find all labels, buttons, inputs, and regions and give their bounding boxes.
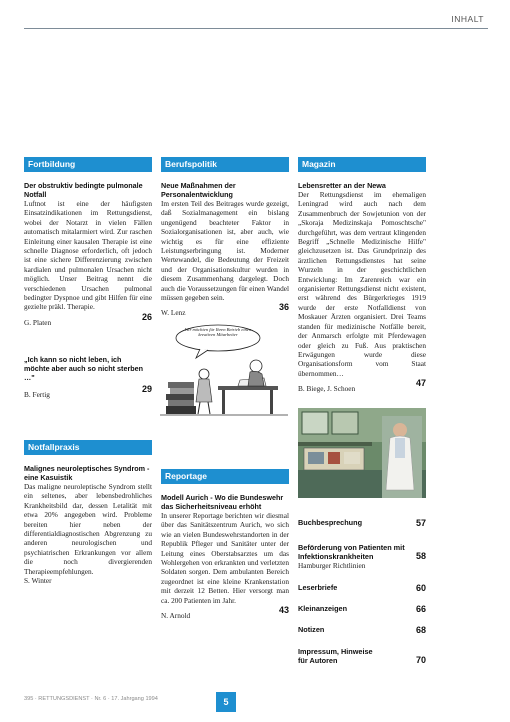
article-page: 29 (141, 384, 152, 394)
toc-title: Leserbriefe (298, 583, 338, 592)
article-page: 36 (278, 302, 289, 313)
article-page: 26 (141, 311, 152, 322)
toc-item[interactable] (298, 518, 426, 527)
article-text: In unserer Reportage berichten wir diesmal über das Sanitätszentrum Aurich, wo sich wie an vielen Bundeswehrstandorten in der Republik Pfleger und Sanitäter unter der Leitung eines Oberstabsarztes um das Wohlergehen von erkrankten und verletzten Soldaten sorgen. Dem ambulanten Bereich zugeordnet ist eine kleine Krankenstation mit derzeit 12 Betten. Hier versorgt man ca. 200 Patienten im Jahr. (161, 511, 289, 605)
header-rule (24, 14, 488, 29)
toc-title: Notizen (298, 625, 325, 634)
toc-title: Kleinanzeigen (298, 604, 348, 613)
article-berufspolitik (161, 181, 289, 318)
toc-item[interactable] (298, 583, 426, 592)
toc-title: Beförderung von Patienten mit Infektionskrankheiten (298, 543, 405, 561)
toc-subtitle: Hamburger Richtlinien (298, 561, 366, 570)
article-text: Das maligne neuroleptische Syndrom stellt ein seltenes, aber lebensbedrohliches Krankheitsbild dar, dessen Letalität mit etwa 20% angegeben wird. Probleme bereiten hier neben der differentialdiagnostischen Abgrenzung zu anderen neurologischen und psychiatrischen Erkrankungen vor allem die noch divergierenden Therapieempfehlungen. (24, 482, 152, 576)
article-title: Modell Aurich - Wo die Bundeswehr das Sicherheitsniveau erhöht (161, 493, 284, 511)
section-header-magazin: Magazin (298, 157, 426, 172)
article-title: Malignes neuroleptisches Syndrom - eine Kasuistik (24, 464, 150, 482)
article-text: Luftnot ist eine der häufigsten Einsatzindikationen im Rettungsdienst, wobei der Notarzt in vielen Fällen automatisch mitalarmiert wird. Zur raschen Einleitung einer kausalen Therapie ist eine schnelle Diagnose erforderlich, oft jedoch ist eine sichere Differenzierung zwischen kardialen und pulmonalen Ursachen nicht möglich. Unser Beitrag nennt die verschiedenen Ursachen pulmonal bedingter Dyspnoe und gibt Hilfen für eine gezielte präkl. Therapie. (24, 199, 152, 312)
toc-page: 60 (415, 583, 426, 593)
article-magazin (298, 181, 426, 394)
section-header-reportage: Reportage (161, 469, 289, 484)
toc-title: Impressum, Hinweise für Autoren (298, 647, 373, 665)
article-author: B. Fertig (24, 390, 50, 399)
section-header-notfallpraxis: Notfallpraxis (24, 440, 152, 455)
toc-item[interactable] (298, 604, 426, 613)
photo-drawing (298, 408, 426, 498)
page-number: 5 (216, 692, 236, 712)
article-author: B. Biege, J. Schoen (298, 384, 356, 394)
article-author: S. Winter (24, 576, 52, 586)
toc-page: 57 (415, 518, 426, 528)
article-notfallpraxis (24, 464, 152, 585)
toc-page: 68 (415, 625, 426, 635)
article-text: Im ersten Teil des Beitrages wurde gezeigt, daß Sozialmanagement ein bislang ungenügend beachteter Faktor in Sozialorganisationen ist, aber auch, wie wichtig es für eine effiziente Leistungserbringung ist. Moderner Wertewandel, die Bedeutung der Freizeit und der Organisationskultur wurden in diesem Zusammenhang dargelegt. Doch auch die Voraussetzungen für einen Wandel müssen gegeben sein. (161, 199, 289, 303)
cartoon-illustration (160, 322, 288, 418)
article-fortbildung-1 (24, 181, 152, 327)
toc-page: 70 (415, 655, 426, 665)
article-page: 47 (415, 378, 426, 389)
section-header-berufspolitik: Berufspolitik (161, 157, 289, 172)
cartoon-speech: Wir möchten für Ihren Betrieb einen kreativen Mitarbeiter (184, 327, 252, 338)
article-title: Lebensretter an der Newa (298, 181, 386, 190)
article-author: W. Lenz (161, 308, 186, 318)
section-label: INHALT (451, 14, 484, 24)
section-header-fortbildung: Fortbildung (24, 157, 152, 172)
toc-page: 58 (415, 551, 426, 561)
article-reportage (161, 493, 289, 621)
article-title: Neue Maßnahmen der Personalentwicklung (161, 181, 236, 199)
toc-page: 66 (415, 604, 426, 614)
article-title: „Ich kann so nicht leben, ich möchte aber auch so nicht sterben …" (24, 355, 144, 382)
toc-title: Buchbesprechung (298, 518, 363, 527)
article-author: G. Platen (24, 317, 52, 327)
article-fortbildung-2 (24, 355, 152, 399)
article-page: 43 (278, 605, 289, 616)
toc-item[interactable] (298, 625, 426, 634)
article-text: Der Rettungsdienst im ehemaligen Leningrad wird auch nach dem Zusammenbruch der Sowjetunion von der „Skoraja Medizinskaja Pomoschtsche" durchgeführt, was dem vertraut klingenden Begriff „Schnelle Medizinische Hilfe" gleichzusetzen ist. Das Grundprinzip des ärztlichen Rettungsdienstes hat seine Wurzeln in der geschichtlichen Entwicklung: Im Zarenreich war ein organisierter Rettungsdienst nicht existent, erst während des Bürgerkrieges 1919 wurde der erste Notfalldienst von Moskauer Ärzten organisiert. Drei Teams standen für medizinische Notfälle bereit, der Anmarsch erfolgte mit Pferdewagen oder gleich zu Fuß. Aus praktischen Erwägungen wurde diese Organisationsform vom Staat übernommen… (298, 190, 426, 378)
photo-clinic (298, 408, 426, 498)
toc-item[interactable] (298, 647, 426, 665)
footer-journal: 395 · RETTUNGSDIENST · Nr. 6 · 17. Jahrgang 1994 (24, 696, 158, 702)
article-title: Der obstruktiv bedingte pulmonale Notfall (24, 181, 143, 199)
article-author: N. Arnold (161, 611, 191, 621)
toc-item[interactable] (298, 543, 426, 570)
